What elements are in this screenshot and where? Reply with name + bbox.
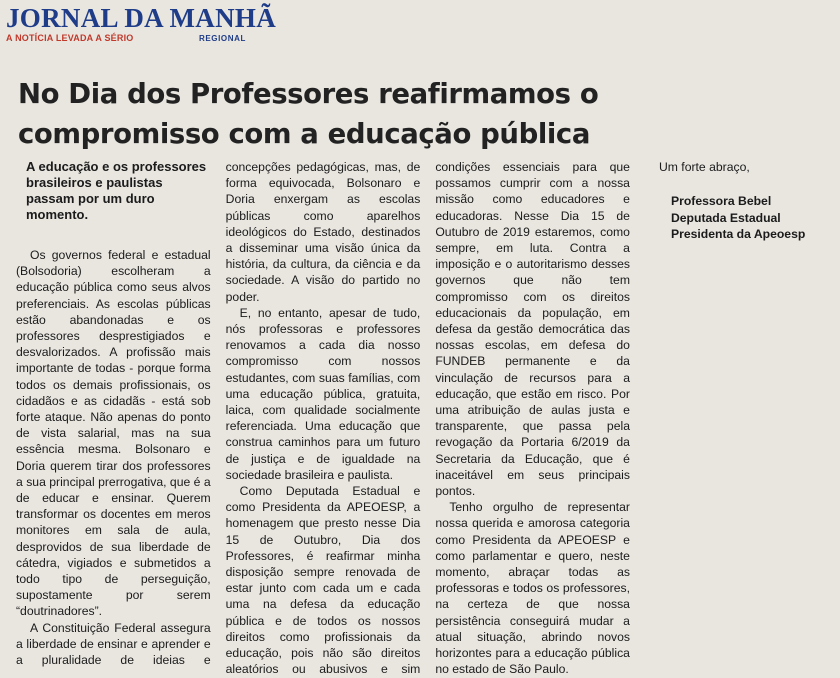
masthead-subline (6, 33, 246, 43)
article-paragraph: Tenho orgulho de representar nossa querida e amorosa categoria como Presidenta da APEOESP e como parlamentar e quero, neste momento, abraçar todas as professoras e todos os professores, na certeza de que nossa persistência conseguirá mudar a atual situação, abrindo novos horizontes para a educação pública no estado de São Paulo. (435, 500, 630, 677)
article-closing: Um forte abraço, (658, 160, 750, 174)
article-body (16, 159, 806, 678)
signature-block (645, 193, 840, 243)
article-paragraph: Como Deputada Estadual e como Presidenta da APEOESP, a homenagem que presto nesse Dia 15 de Outubro, Dia dos Professores, é reafirmar minha disposição sempre renovada de estar junto com cada um e cada uma na defesa da educação pública e de todos os nossos direitos como profissionais da educação, pois não são direitos aleatórios ou abusivos e sim condições essenciais para que possamos cumprir com a nossa missão como educadores e educadoras. Nesse Dia 15 de Outubro de 2019 estaremos, como sempre, em luta. Contra a imposição e o autoritarismo desses governos que não tem compromisso com os direitos educacionais da população, em defesa da gestão democrática das nossas escolas, em defesa do FUNDEB permanente e da vinculação de recursos para a educação, que estão em risco. Por uma atribuição de aulas justa e transparente, que passa pela revogação da Portaria 6/2019 da Secretaria da Educação, que é inaceitável em seus principais pontos. (225, 160, 630, 677)
article-paragraph: Os governos federal e estadual (Bolsodoria) escolheram a educação pública como seus alvos preferenciais. As escolas públicas estão abandonadas e os professores desprestigiados e desvalorizados. A profissão mais importante de todas - porque forma todos os demais profissionais, os cidadãos e as cidadãs - está sob forte ataque. Não apenas do ponto de vista salarial, mas na sua essência mesma. Bolsonaro e Doria querem tirar dos professores a sua principal prerrogativa, que é a de educar e ensinar. Querem transformar os docentes em meros monitores em sala de aula, desprovidos de sua liberdade de cátedra, vigiados e submetidos a todo tipo de perseguição, supostamente por serem “doutrinadores”. (16, 248, 211, 619)
signature-name: Professora Bebel (670, 194, 772, 209)
article-paragraph: A Constituição Federal assegura a liberdade de ensinar e aprender e a pluralidade de ideias e concepções pedagógicas, mas, de forma equivocada, Bolsonaro e Doria enxergam as escolas públicas como aparelhos ideológicos do Estado, destinados a disseminar uma visão única da história, da cultura, da ciência e da sociedade. A visão do partido no poder. (16, 160, 421, 668)
signature-role: Deputada Estadual (670, 210, 781, 225)
masthead-tagline: A NOTÍCIA LEVADA A SÉRIO (6, 33, 134, 43)
masthead-region: REGIONAL (198, 34, 246, 43)
article-paragraph: E, no entanto, apesar de tudo, nós professoras e professores renovamos a cada dia nosso compromisso com nossos estudantes, com suas famílias, com uma educação pública, gratuita, laica, com qualidade socialmente referenciada. Uma educação que construa caminhos para um futuro de justiça e de igualdade na sociedade brasileira e paulista. (225, 305, 421, 482)
masthead (6, 3, 277, 43)
article-headline: No Dia dos Professores reafirmamos o compromisso com a educação pública (18, 78, 599, 150)
newspaper-logo: JORNAL DA MANHÃ (6, 3, 277, 33)
article-lede: A educação e os professores brasileiros e paulistas passam por um duro momento. (26, 159, 207, 222)
signature-role: Presidenta da Apeoesp (670, 227, 806, 242)
